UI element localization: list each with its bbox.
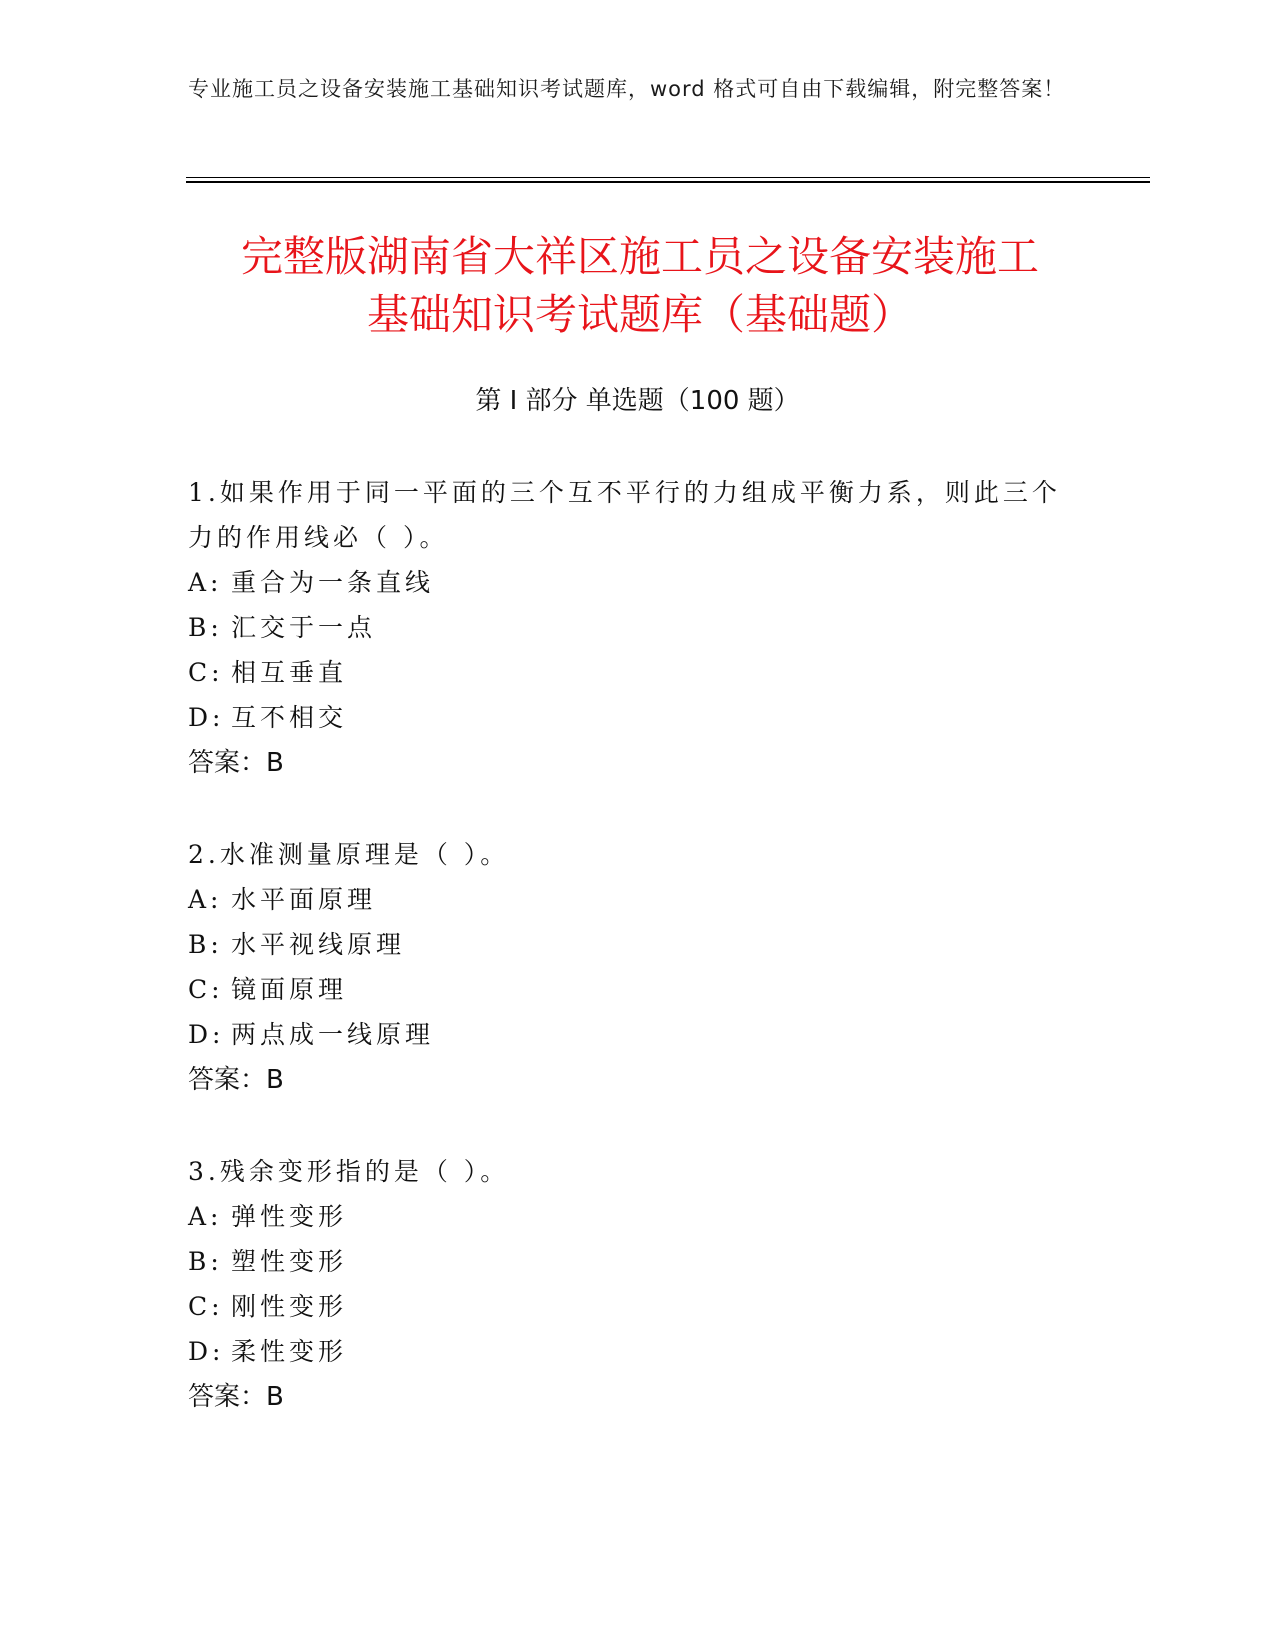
question-stem: 2.水准测量原理是（ ）。 [188, 840, 510, 869]
document-title-line-2: 基础知识考试题库（基础题） [366, 290, 913, 339]
option-text: 互不相交 [231, 703, 348, 732]
header-divider-thick [186, 181, 1150, 183]
question-option-d [188, 1012, 1088, 1057]
question-option-a [188, 877, 1088, 922]
option-letter: D: [188, 1020, 225, 1049]
document-title-line-1: 完整版湖南省大祥区施工员之设备安装施工 [240, 232, 1039, 281]
option-text: 刚性变形 [231, 1292, 348, 1321]
question-option-c [188, 650, 1088, 695]
question-2 [188, 832, 1088, 1103]
header-note: 专业施工员之设备安装施工基础知识考试题库，word 格式可自由下载编辑，附完整答案！ [188, 77, 1066, 101]
option-letter: C: [188, 975, 224, 1004]
question-3 [188, 1149, 1088, 1420]
question-answer: 答案：B [188, 1382, 284, 1412]
question-option-b [188, 1239, 1088, 1284]
option-text: 两点成一线原理 [231, 1020, 435, 1049]
header-divider-thin [186, 177, 1150, 178]
option-letter: B: [188, 930, 223, 959]
question-1 [188, 470, 1088, 786]
option-letter: A: [188, 1202, 223, 1231]
option-text: 弹性变形 [231, 1202, 348, 1231]
question-list [188, 470, 1088, 1466]
option-text: 镜面原理 [231, 975, 348, 1004]
question-option-b [188, 922, 1088, 967]
option-text: 塑性变形 [231, 1247, 348, 1276]
option-text: 相互垂直 [231, 658, 348, 687]
question-stem: 1.如果作用于同一平面的三个互不平行的力组成平衡力系，则此三个力的作用线必（ ）。 [188, 478, 1061, 552]
option-letter: D: [188, 703, 225, 732]
question-option-c [188, 1284, 1088, 1329]
option-letter: A: [188, 885, 223, 914]
option-letter: B: [188, 1247, 223, 1276]
option-text: 水平视线原理 [231, 930, 406, 959]
section-title: 第 I 部分 单选题（100 题） [475, 386, 800, 416]
question-option-a [188, 1194, 1088, 1239]
option-letter: C: [188, 658, 224, 687]
option-text: 汇交于一点 [231, 613, 377, 642]
question-option-a [188, 560, 1088, 605]
question-option-b [188, 605, 1088, 650]
question-answer: 答案：B [188, 1065, 284, 1095]
option-letter: A: [188, 568, 223, 597]
option-text: 重合为一条直线 [231, 568, 435, 597]
question-option-d [188, 1329, 1088, 1374]
option-text: 柔性变形 [231, 1337, 348, 1366]
question-answer: 答案：B [188, 748, 284, 778]
option-text: 水平面原理 [231, 885, 377, 914]
option-letter: D: [188, 1337, 225, 1366]
option-letter: B: [188, 613, 223, 642]
question-option-c [188, 967, 1088, 1012]
option-letter: C: [188, 1292, 224, 1321]
document-title [160, 228, 1120, 344]
question-option-d [188, 695, 1088, 740]
question-stem: 3.残余变形指的是（ ）。 [188, 1157, 510, 1186]
